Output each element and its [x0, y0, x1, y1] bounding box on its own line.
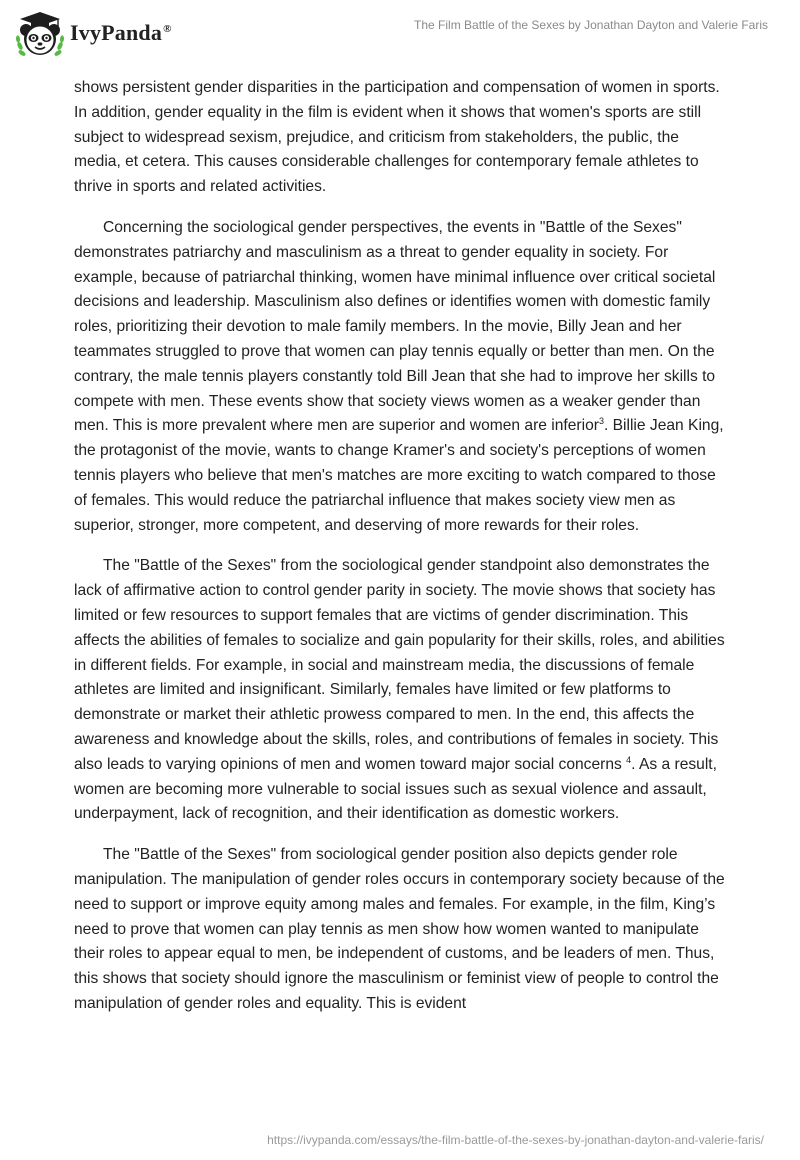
ivypanda-logo[interactable]: [14, 8, 172, 58]
paragraph-2: [74, 216, 730, 538]
paragraph-2-text-a: Concerning the sociological gender perspectives, the events in "Battle of the Sexes" demonstrates patriarchy and masculinism as a threat to gender equality in society. For example, because of patriarchal thinking, women have minimal influence over critical societal decisions and leadership. Masculinism also defines or identifies women with domestic family roles, prioritizing their devotion to male family members. In the movie, Billy Jean and her teammates struggled to prove that women can play tennis equally or better than men. On the contrary, the male tennis players constantly told Bill Jean that she had to improve her skills to compete with men. These events show that society views women as a weaker gender than men. This is more prevalent where men are superior and women are inferior: [74, 218, 716, 435]
footnote-ref-4[interactable]: 4: [626, 754, 632, 765]
brand-name-text: IvyPanda: [70, 20, 163, 45]
brand-name: [70, 20, 172, 46]
footnote-ref-3[interactable]: 3: [598, 416, 604, 427]
paragraph-3-text-a: The "Battle of the Sexes" from the sociological gender standpoint also demonstrates the lack of affirmative action to control gender parity in society. The movie shows that society has limited or few resources to support females that are victims of gender discrimination. This affects the abilities of females to socialize and gain popularity for their skills, roles, and abilities in different fields. For example, in social and mainstream media, the discussions of female athletes are limited and insignificant. Similarly, females have limited or few platforms to demonstrate or market their athletic prowess compared to men. In the end, this affects the awareness and knowledge about the skills, roles, and contributions of females in society. This also leads to varying opinions of men and women toward major social concerns: [74, 557, 725, 773]
page-header: [0, 0, 800, 62]
document-title: The Film Battle of the Sexes by Jonathan Dayton and Valerie Faris: [414, 18, 768, 32]
paragraph-3: [74, 554, 730, 827]
panda-graduate-icon: [14, 8, 66, 58]
paragraph-3-text-b: . As a result, women are becoming more vulnerable to social issues such as sexual violence and assault, underpayment, lack of recognition, and their identification as domestic workers.: [74, 755, 717, 823]
essay-body: [74, 76, 730, 1033]
source-url[interactable]: https://ivypanda.com/essays/the-film-battle-of-the-sexes-by-jonathan-dayton-and-valerie-faris/: [267, 1133, 764, 1147]
paragraph-1: shows persistent gender disparities in the participation and compensation of women in sports. In addition, gender equality in the film is evident when it shows that women's sports are still subject to widespread sexism, prejudice, and criticism from stakeholders, the public, the media, et cetera. This causes considerable challenges for contemporary female athletes to thrive in sports and related activities.: [74, 79, 720, 196]
paragraph-2-text-b: . Billie Jean King, the protagonist of the movie, wants to change Kramer's and society's perceptions of women tennis players who believe that men's matches are more exciting to watch compared to those of females. This would reduce the patriarchal influence that makes society view men as superior, stronger, more competent, and deserving of more rewards for their roles.: [74, 417, 724, 534]
registered-mark: ®: [163, 22, 172, 35]
paragraph-4: The "Battle of the Sexes" from sociological gender position also depicts gender role manipulation. The manipulation of gender roles occurs in contemporary society because of the need to support or improve equity among males and females. For example, in the film, King’s need to prove that women can play tennis as men show how women wanted to manipulate their roles to appear equal to men, be independent of customs, and be leaders of men. Thus, this shows that society should ignore the masculinism or feminist view of people to control the manipulation of gender roles and equality. This is evident: [74, 846, 725, 1012]
